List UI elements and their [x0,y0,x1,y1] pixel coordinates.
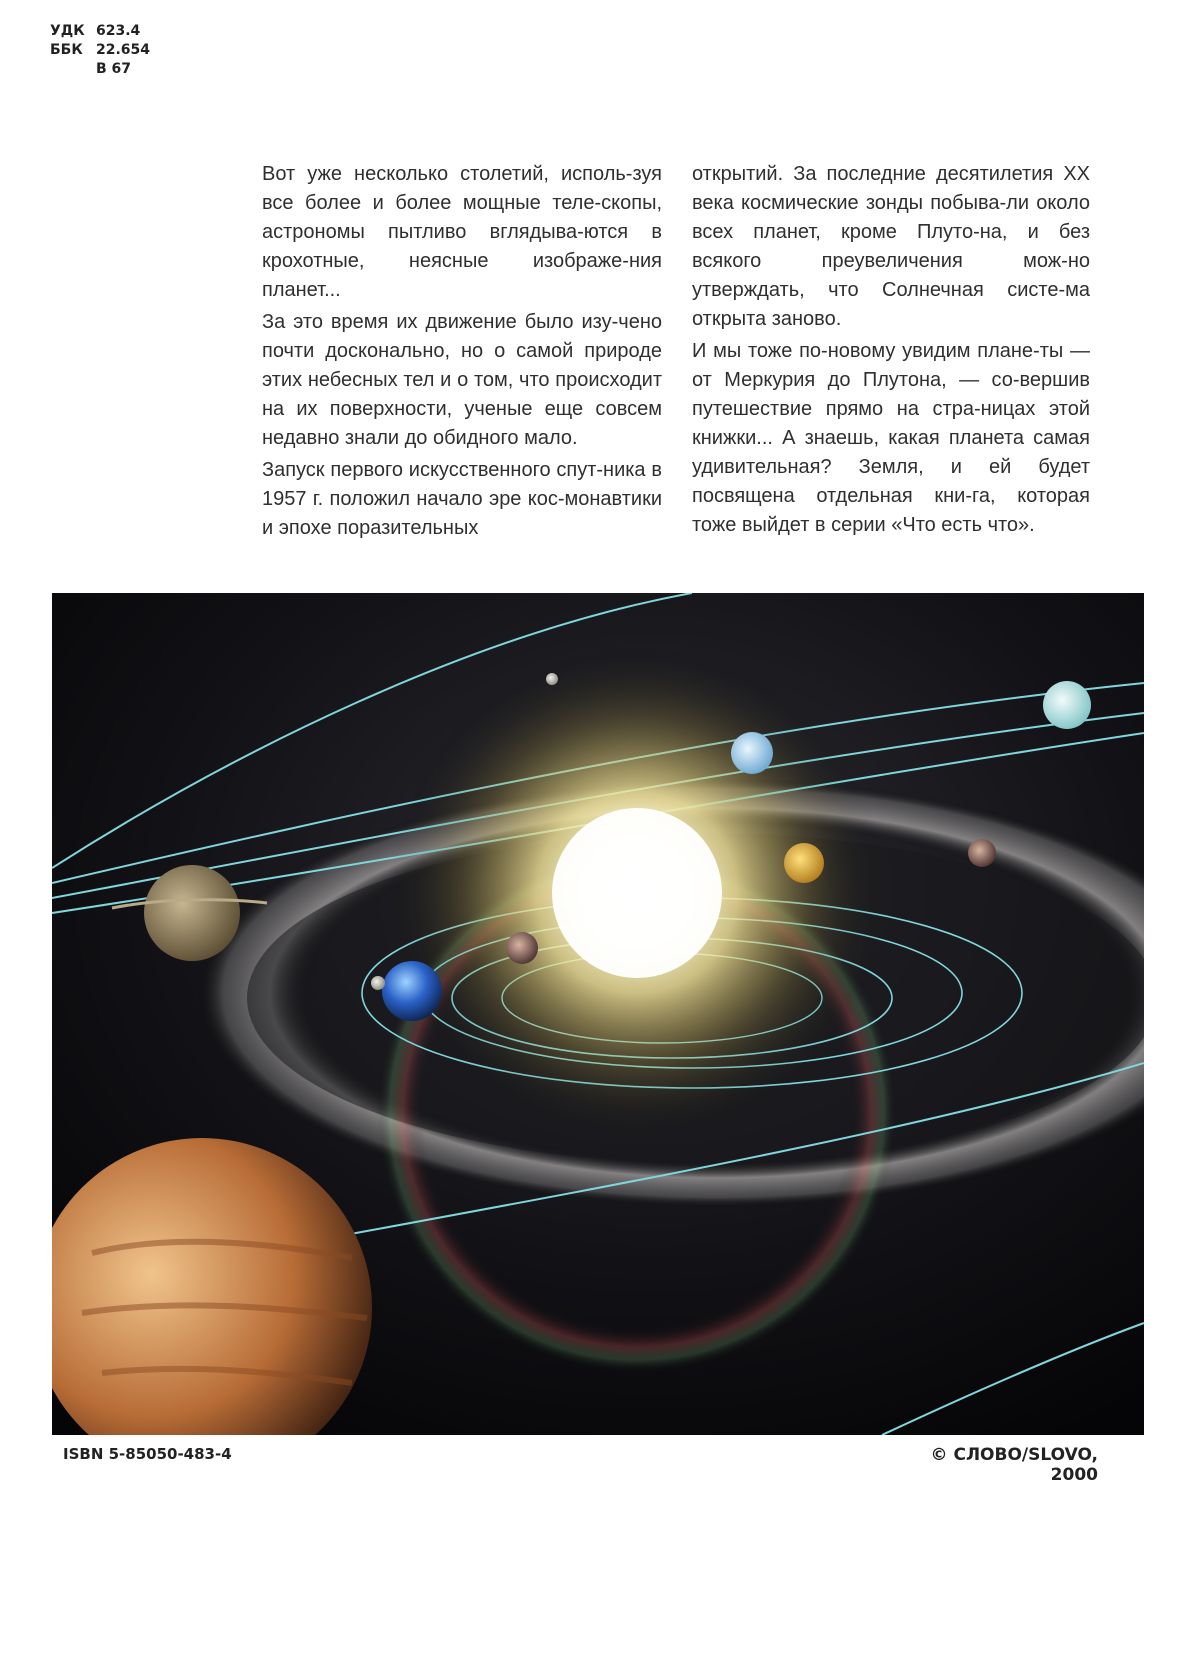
text-column-left [262,160,662,546]
sun-core [552,808,722,978]
venus-planet [784,843,824,883]
paragraph: За это время их движение было изу-чено почти досконально, но о самой природе этих небесных тел и о том, что происходит на их поверхности, ученые еще совсем недавно знали до обидного мало. [262,311,662,449]
mercury-planet [506,932,538,964]
copyright: © СЛОВО/SLOVO, 2000 [930,1445,1098,1485]
bibliographic-block [50,22,150,79]
earth-planet [382,961,442,1021]
pluto-planet [546,673,558,685]
udk-row [50,22,150,41]
bbk-label: ББК [50,42,83,58]
paragraph: открытий. За последние десятилетия XX века космические зонды побыва-ли около всех планет, кроме Плуто-на, и без всякого преувеличения мож-но утверждать, что Солнечная систе-ма открыта заново. [692,163,1090,330]
uranus-planet [1043,681,1091,729]
udk-label: УДК [50,23,85,39]
moon [371,976,385,990]
mars-planet [968,839,996,867]
saturn-planet [144,865,240,961]
bbk-row [50,41,150,60]
neptune-planet [731,732,773,774]
bbk-value: 22.654 [96,42,151,58]
isbn: ISBN 5-85050-483-4 [63,1445,232,1463]
text-column-right [692,160,1090,543]
author-mark-row [50,60,150,79]
paragraph: И мы тоже по-новому увидим плане-ты — от Меркурия до Плутона, — со-вершив путешествие прямо на стра-ницах этой книжки... А знаешь, какая планета самая удивительная? Земля, и ей будет посвящена отдельная кни-га, которая тоже выйдет в серии «Что есть что». [692,340,1090,536]
paragraph: Запуск первого искусственного спут-ника в 1957 г. положил начало эре кос-монавтики и эпохе поразительных [262,459,662,539]
solar-system-svg [52,593,1144,1435]
paragraph: Вот уже несколько столетий, исполь-зуя все более и более мощные теле-скопы, астрономы пытливо вглядыва-ются в крохотные, неясные изображе-ния планет... [262,163,662,301]
author-mark: В 67 [96,61,132,77]
solar-system-illustration [52,593,1144,1435]
udk-value: 623.4 [96,23,141,39]
